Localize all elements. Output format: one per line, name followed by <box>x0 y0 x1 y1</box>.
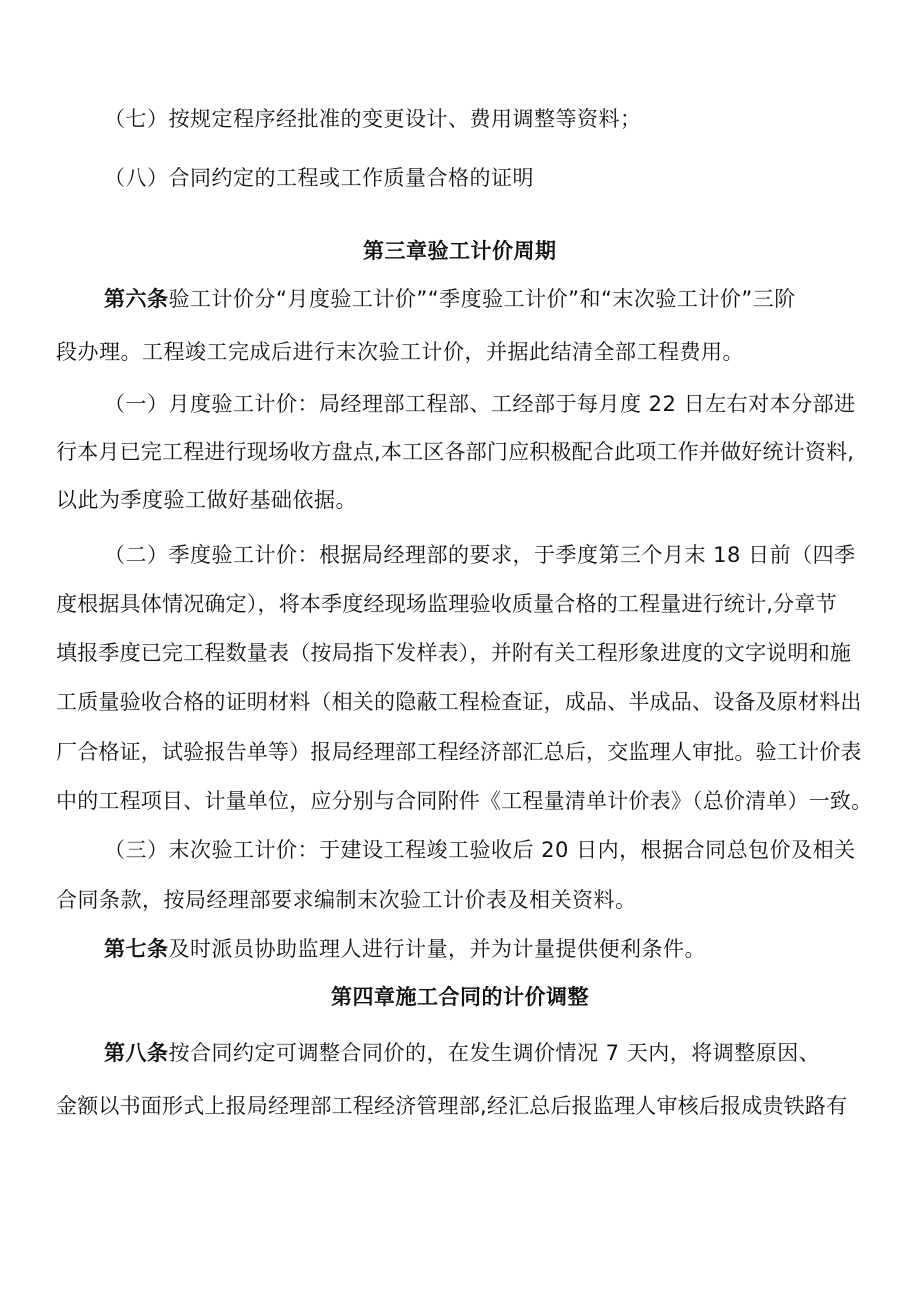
clause-1-line-3: 以此为季度验工做好基础依据。 <box>56 488 357 512</box>
clause-3-line-1: （三）末次验工计价：于建设工程竣工验收后 20 日内，根据合同总包价及相关 <box>104 838 856 862</box>
article-6-line-1 <box>104 284 796 314</box>
item-8: （八）合同约定的工程或工作质量合格的证明 <box>104 166 534 190</box>
item-7: （七）按规定程序经批准的变更设计、费用调整等资料； <box>104 107 642 131</box>
clause-2-line-1: （二）季度验工计价：根据局经理部的要求，于季度第三个月末 18 日前（四季 <box>104 543 856 567</box>
article-6-line-2: 段办理。工程竣工完成后进行末次验工计价，并据此结清全部工程费用。 <box>56 340 744 364</box>
article-8-text-1: 按合同约定可调整合同价的，在发生调价情况 7 天内，将调整原因、 <box>168 1041 821 1065</box>
article-7-label: 第七条 <box>104 937 169 961</box>
clause-2-line-6: 中的工程项目、计量单位，应分别与合同附件《工程量清单计价表》（总价清单）一致。 <box>56 789 873 813</box>
article-6-label: 第六条 <box>104 287 169 311</box>
clause-1-line-1: （一）月度验工计价：局经理部工程部、工经部于每月度 22 日左右对本分部进 <box>104 392 856 416</box>
clause-2-line-4: 工质量验收合格的证明材料（相关的隐蔽工程检查证，成品、半成品、设备及原材料出 <box>56 690 862 714</box>
clause-2-line-2: 度根据具体情况确定），将本季度经现场监理验收质量合格的工程量进行统计,分章节 <box>56 592 837 616</box>
chapter-3-title: 第三章验工计价周期 <box>363 239 557 263</box>
chapter-4-title: 第四章施工合同的计价调整 <box>331 985 589 1009</box>
article-8-line-1 <box>104 1038 820 1068</box>
clause-2-line-3: 填报季度已完工程数量表（按局指下发样表），并附有关工程形象进度的文字说明和施 <box>56 641 852 665</box>
article-6-text-1: 验工计价分“月度验工计价”“季度验工计价”和“末次验工计价”三阶 <box>168 287 796 311</box>
article-8-line-2: 金额以书面形式上报局经理部工程经济管理部,经汇总后报监理人审核后报成贵铁路有 <box>56 1094 848 1118</box>
clause-1-line-2: 行本月已完工程进行现场收方盘点,本工区各部门应积极配合此项工作并做好统计资料, <box>56 440 855 464</box>
article-7-line <box>104 934 706 964</box>
clause-3-line-2: 合同条款，按局经理部要求编制末次验工计价表及相关资料。 <box>56 888 637 912</box>
clause-2-line-5: 厂合格证，试验报告单等）报局经理部工程经济部汇总后，交监理人审批。验工计价表 <box>56 740 862 764</box>
article-8-label: 第八条 <box>104 1041 169 1065</box>
article-7-text: 及时派员协助监理人进行计量，并为计量提供便利条件。 <box>168 937 706 961</box>
